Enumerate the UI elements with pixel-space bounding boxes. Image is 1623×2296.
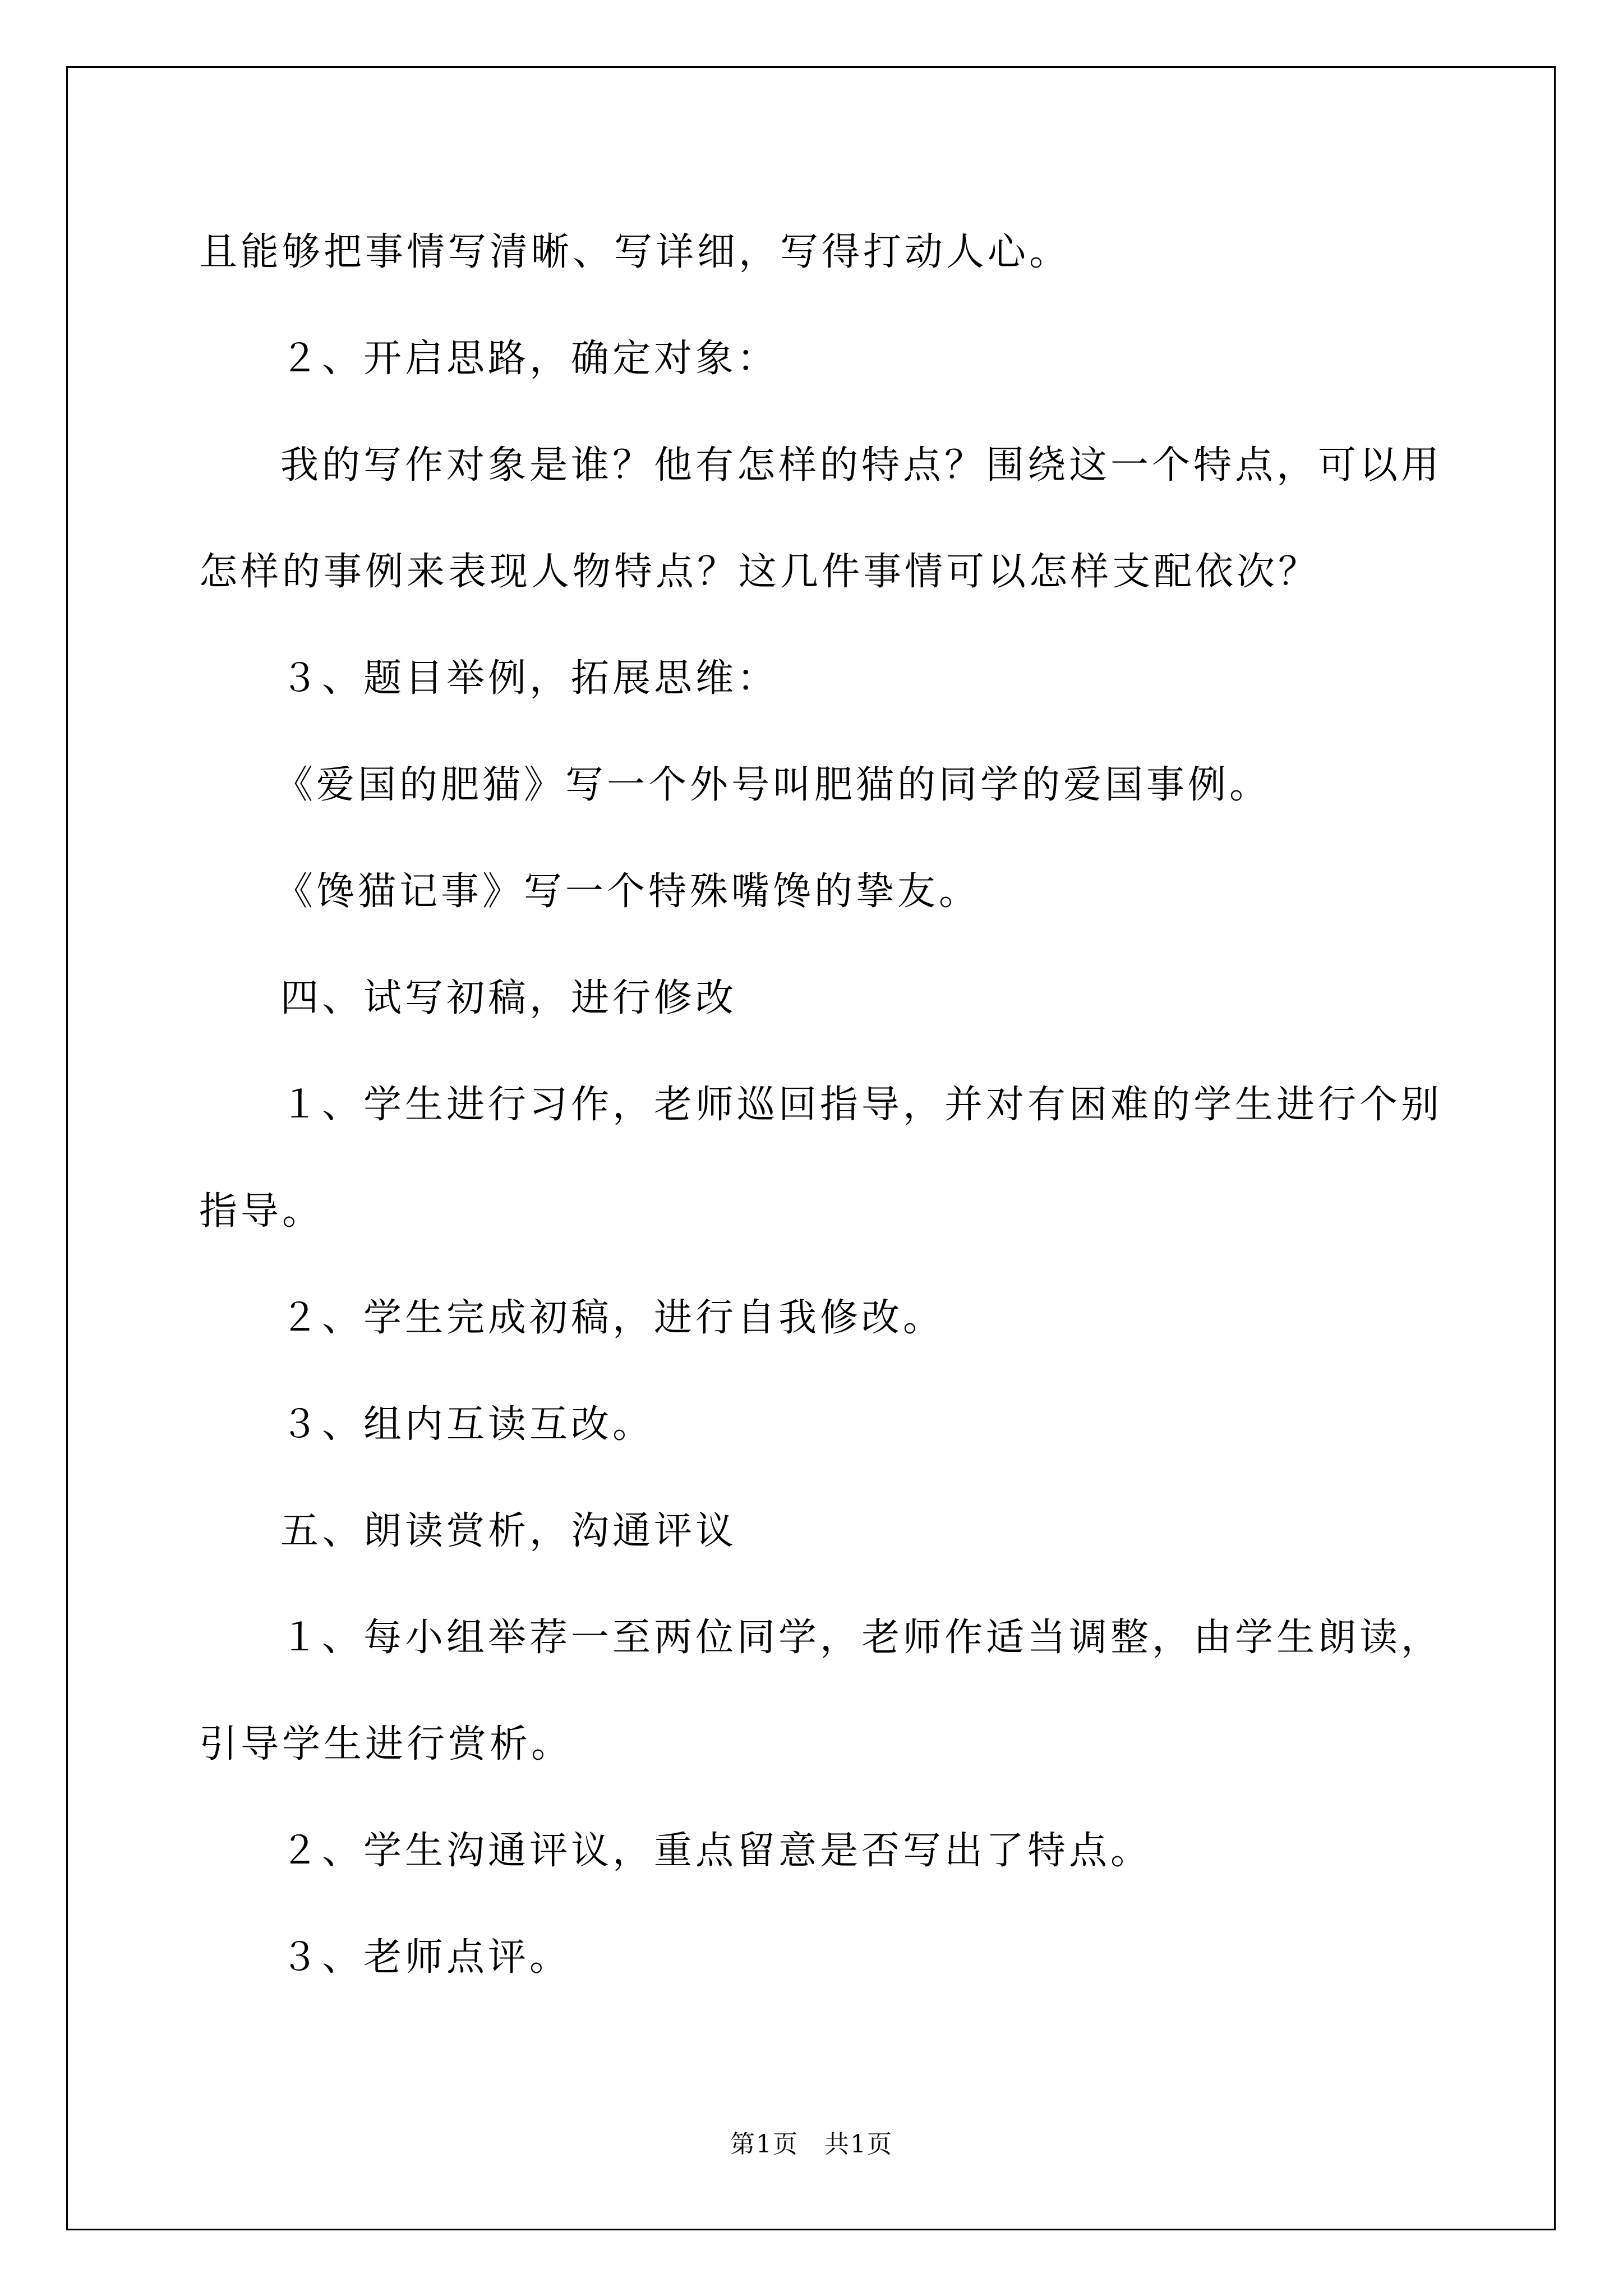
paragraph-line: ２、学生沟通评议，重点留意是否写出了特点。 — [280, 1829, 1152, 1873]
paragraph-line: １、每小组举荐一至两位同学，老师作适当调整，由学生朗读， — [280, 1616, 1443, 1660]
page-border — [66, 66, 1556, 2230]
section-heading: 五、朗读赏析，沟通评议 — [280, 1509, 737, 1553]
paragraph-line: 我的写作对象是谁？他有怎样的特点？围绕这一个特点，可以用 — [280, 443, 1443, 487]
paragraph-line: ２、学生完成初稿，进行自我修改。 — [280, 1296, 945, 1340]
paragraph-line: ３、老师点评。 — [280, 1935, 571, 1980]
paragraph-line: ３、组内互读互改。 — [280, 1402, 654, 1447]
paragraph-line: 怎样的事例来表现人物特点？这几件事情可以怎样支配依次？ — [199, 550, 1320, 594]
page-footer: 第1页 共1页 — [730, 2130, 893, 2159]
paragraph-line: ２、开启思路，确定对象： — [280, 337, 779, 381]
paragraph-line: １、学生进行习作，老师巡回指导，并对有困难的学生进行个别 — [280, 1083, 1443, 1127]
paragraph-line: 《馋猫记事》写一个特殊嘴馋的挚友。 — [275, 869, 981, 914]
paragraph-line: 且能够把事情写清晰、写详细，写得打动人心。 — [199, 230, 1071, 274]
paragraph-line: 《爱国的肥猫》写一个外号叫肥猫的同学的爱国事例。 — [275, 763, 1271, 807]
section-heading: 四、试写初稿，进行修改 — [280, 976, 737, 1020]
paragraph-line: ３、题目举例，拓展思维： — [280, 656, 779, 701]
paragraph-line: 引导学生进行赏析。 — [199, 1722, 573, 1766]
paragraph-line: 指导。 — [199, 1189, 324, 1234]
